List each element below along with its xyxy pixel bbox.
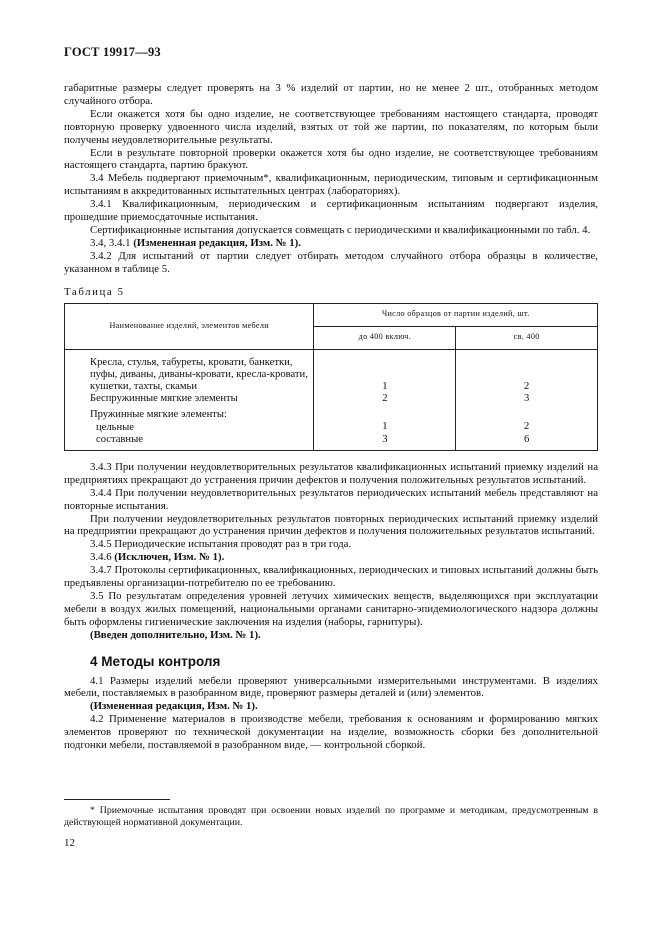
paragraph-3-4-4: 3.4.4 При получении неудовлетворительных результатов периодических испытаний мебель представляют на повторные испытания. [64,486,598,512]
column-header-over-400: св. 400 [456,326,598,349]
paragraph-4-1: 4.1 Размеры изделий мебели проверяют универсальными измерительными инструментами. В изделиях мебели, поставляемых в разобранном виде, проверяют размеры деталей и (или) элементов. [64,674,598,700]
paragraph-3-4-2: 3.4.2 Для испытаний от партии следует отбирать методом случайного отбора образцы в количестве, указанном в таблице 5. [64,249,598,275]
clause-ref: 3.4.6 [90,551,115,564]
column-group-header: Число образцов от партии изделий, шт. [314,303,598,326]
amendment-note: (Введен дополнительно, Изм. № 1). [90,628,261,641]
paragraph: При получении неудовлетворительных результатов повторных периодических испытаний приемку изделий на предприятии прекращают до устранения причин дефектов и получения положительных результатов испытаний. [64,512,598,538]
paragraph-3-4-3: 3.4.3 При получении неудовлетворительных результатов квалификационных испытаний приемку изделий на предприятиях прекращают до устранения причин дефектов и получения положительных результатов испытаний. [64,460,598,486]
table-cell-names [65,349,314,450]
table-row-name: Кресла, стулья, табуреты, кровати, банкетки, пуфы, диваны, диваны-кровати, кресла-кровати, кушетки, тахты, скамьи [90,356,308,392]
paragraph-3-4-7: 3.4.7 Протоколы сертификационных, квалификационных, периодических и типовых испытаний должны быть предъявлены организации-потребителю по ее требованию. [64,564,598,590]
table-row-name: Пружинные мягкие элементы: [90,409,227,421]
table-value: 2 [382,393,388,405]
page-number: 12 [64,837,75,849]
table-cell-over-400 [456,349,598,450]
paragraph-4-2: 4.2 Применение материалов в производстве мебели, требования к основаниям и формированию мягких элементов проверяют по технической документации на изделие, возможность сборки без дополнительной подгонки мебели, поставляемой в разобранном виде, — контрольной сборкой. [64,713,598,752]
footnote [64,799,598,829]
paragraph: Если в результате повторной проверки окажется хотя бы одно изделие, не соответствующее требованиям настоящего стандарта, партию бракуют. [64,146,598,172]
amendment-note: (Измененная редакция, Изм. № 1). [90,700,258,713]
table-value: 1 [382,380,388,392]
amendment-note: (Исключен, Изм. № 1). [114,551,225,564]
table-value: 1 [382,421,388,433]
amendment-paragraph [64,237,598,250]
paragraph-3-5: 3.5 По результатам определения уровней летучих химических веществ, выделяющихся при эксплуатации мебели в воздух жилых помещений, национальными органами санитарно-эпидемиологического надзора должны быть оформлены гигиенические заключения на изделия (наборы, гарнитуры). [64,589,598,628]
footnote-text: * Приемочные испытания проводят при освоении новых изделий по программе и методикам, предусмотренным в действующей нормативной документации. [64,805,598,828]
paragraph-3-4-1: 3.4.1 Квалификационным, периодическим и сертификационным испытаниям подвергают изделия, прошедшие приемосдаточные испытания. [64,198,598,224]
paragraph: Сертификационные испытания допускается совмещать с периодическими и квалификационными по табл. 4. [90,223,591,236]
samples-table [64,303,598,451]
table-caption: Таблица 5 [64,285,125,298]
document-body [64,82,598,752]
column-header-up-to-400: до 400 включ. [314,326,456,349]
table-value: 3 [523,393,530,405]
table-value [456,409,597,421]
document-header: ГОСТ 19917—93 [64,45,161,59]
paragraph-3-4-6 [64,551,598,564]
table-value [314,409,455,421]
amendment-note: (Измененная редакция, Изм. № 1). [133,236,301,249]
table-value: 2 [523,380,530,392]
table-value: 2 [523,421,530,433]
table-value: 3 [382,433,388,445]
paragraph: Если окажется хотя бы одно изделие, не соответствующее требованиям настоящего стандарта, проводят повторную проверку удвоенного числа изделий, взятых от той же партии, по показателям, по которым были получены неудовлетворительные результаты. [64,107,598,146]
footnote-divider [64,799,170,800]
table-cell-up-to-400 [314,349,456,450]
section-title: 4 Методы контроля [90,653,221,669]
paragraph: габаритные размеры следует проверять на 3 % изделий от партии, но не менее 2 шт., отобранных методом случайного отбора. [64,82,598,107]
paragraph-3-4: 3.4 Мебель подвергают приемочным*, квалификационным, периодическим, типовым и сертификационным испытаниям в аккредитованных испытательных центрах (лабораториях). [64,172,598,198]
table-row-name: составные [96,433,143,445]
table-value: 6 [523,433,530,445]
column-header-name: Наименование изделий, элементов мебели [65,303,314,349]
paragraph-3-4-5: 3.4.5 Периодические испытания проводят раз в три года. [90,538,352,551]
table-row-name: цельные [96,421,134,433]
clause-ref: 3.4, 3.4.1 [90,236,134,249]
table-row-name: Беспружинные мягкие элементы [90,393,238,405]
